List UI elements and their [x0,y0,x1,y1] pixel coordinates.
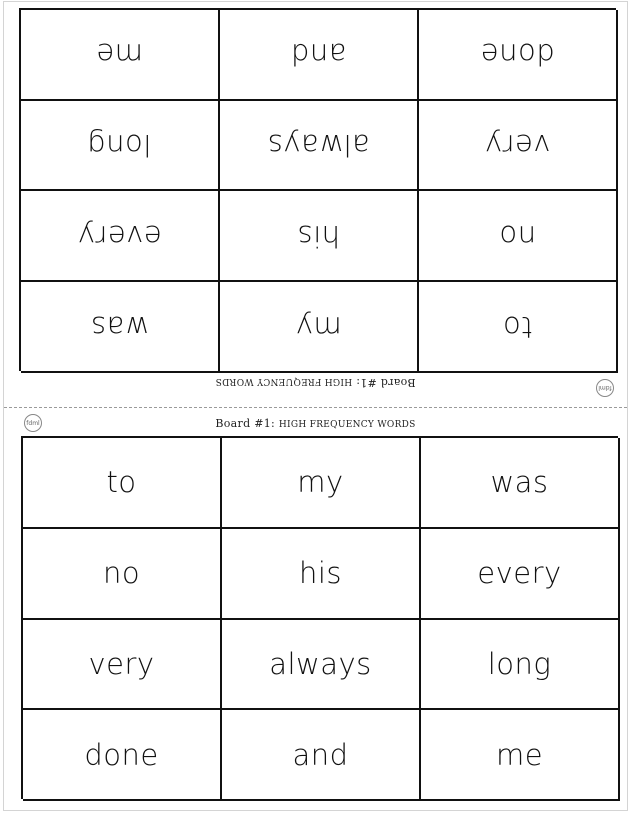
word-cell: always [218,99,417,190]
bottom-word-grid [21,436,618,799]
board-title-suffix: HIGH FREQUENCY WORDS [278,420,416,430]
cut-line-divider [4,407,627,408]
word-cell: very [417,99,616,190]
brand-logo-icon: fdml [24,414,42,432]
board-title [4,417,627,430]
word-cell: my [218,280,417,371]
word-cell: very [23,620,222,711]
top-word-grid [21,10,618,373]
word-cell: and [222,710,421,801]
word-cell: and [218,8,417,99]
word-cell: my [222,438,421,529]
word-cell: me [421,710,620,801]
word-cell: done [417,8,616,99]
game-board-page [3,1,628,811]
word-cell: was [19,280,218,371]
word-cell: every [421,529,620,620]
word-cell: to [23,438,222,529]
word-cell: long [421,620,620,711]
board-title-prefix: Board #1: [215,417,276,430]
word-cell: his [222,529,421,620]
board-title-upside-down [4,376,627,389]
word-cell: me [19,8,218,99]
word-cell: every [19,190,218,281]
board-title-prefix: Board #1: [355,376,416,389]
board-title-suffix: HIGH FREQUENCY WORDS [215,376,353,386]
word-cell: to [417,280,616,371]
word-cell: his [218,190,417,281]
word-cell: no [417,190,616,281]
brand-logo-icon: fdml [596,379,614,397]
word-cell: was [421,438,620,529]
word-cell: done [23,710,222,801]
word-cell: always [222,620,421,711]
word-cell: long [19,99,218,190]
word-cell: no [23,529,222,620]
